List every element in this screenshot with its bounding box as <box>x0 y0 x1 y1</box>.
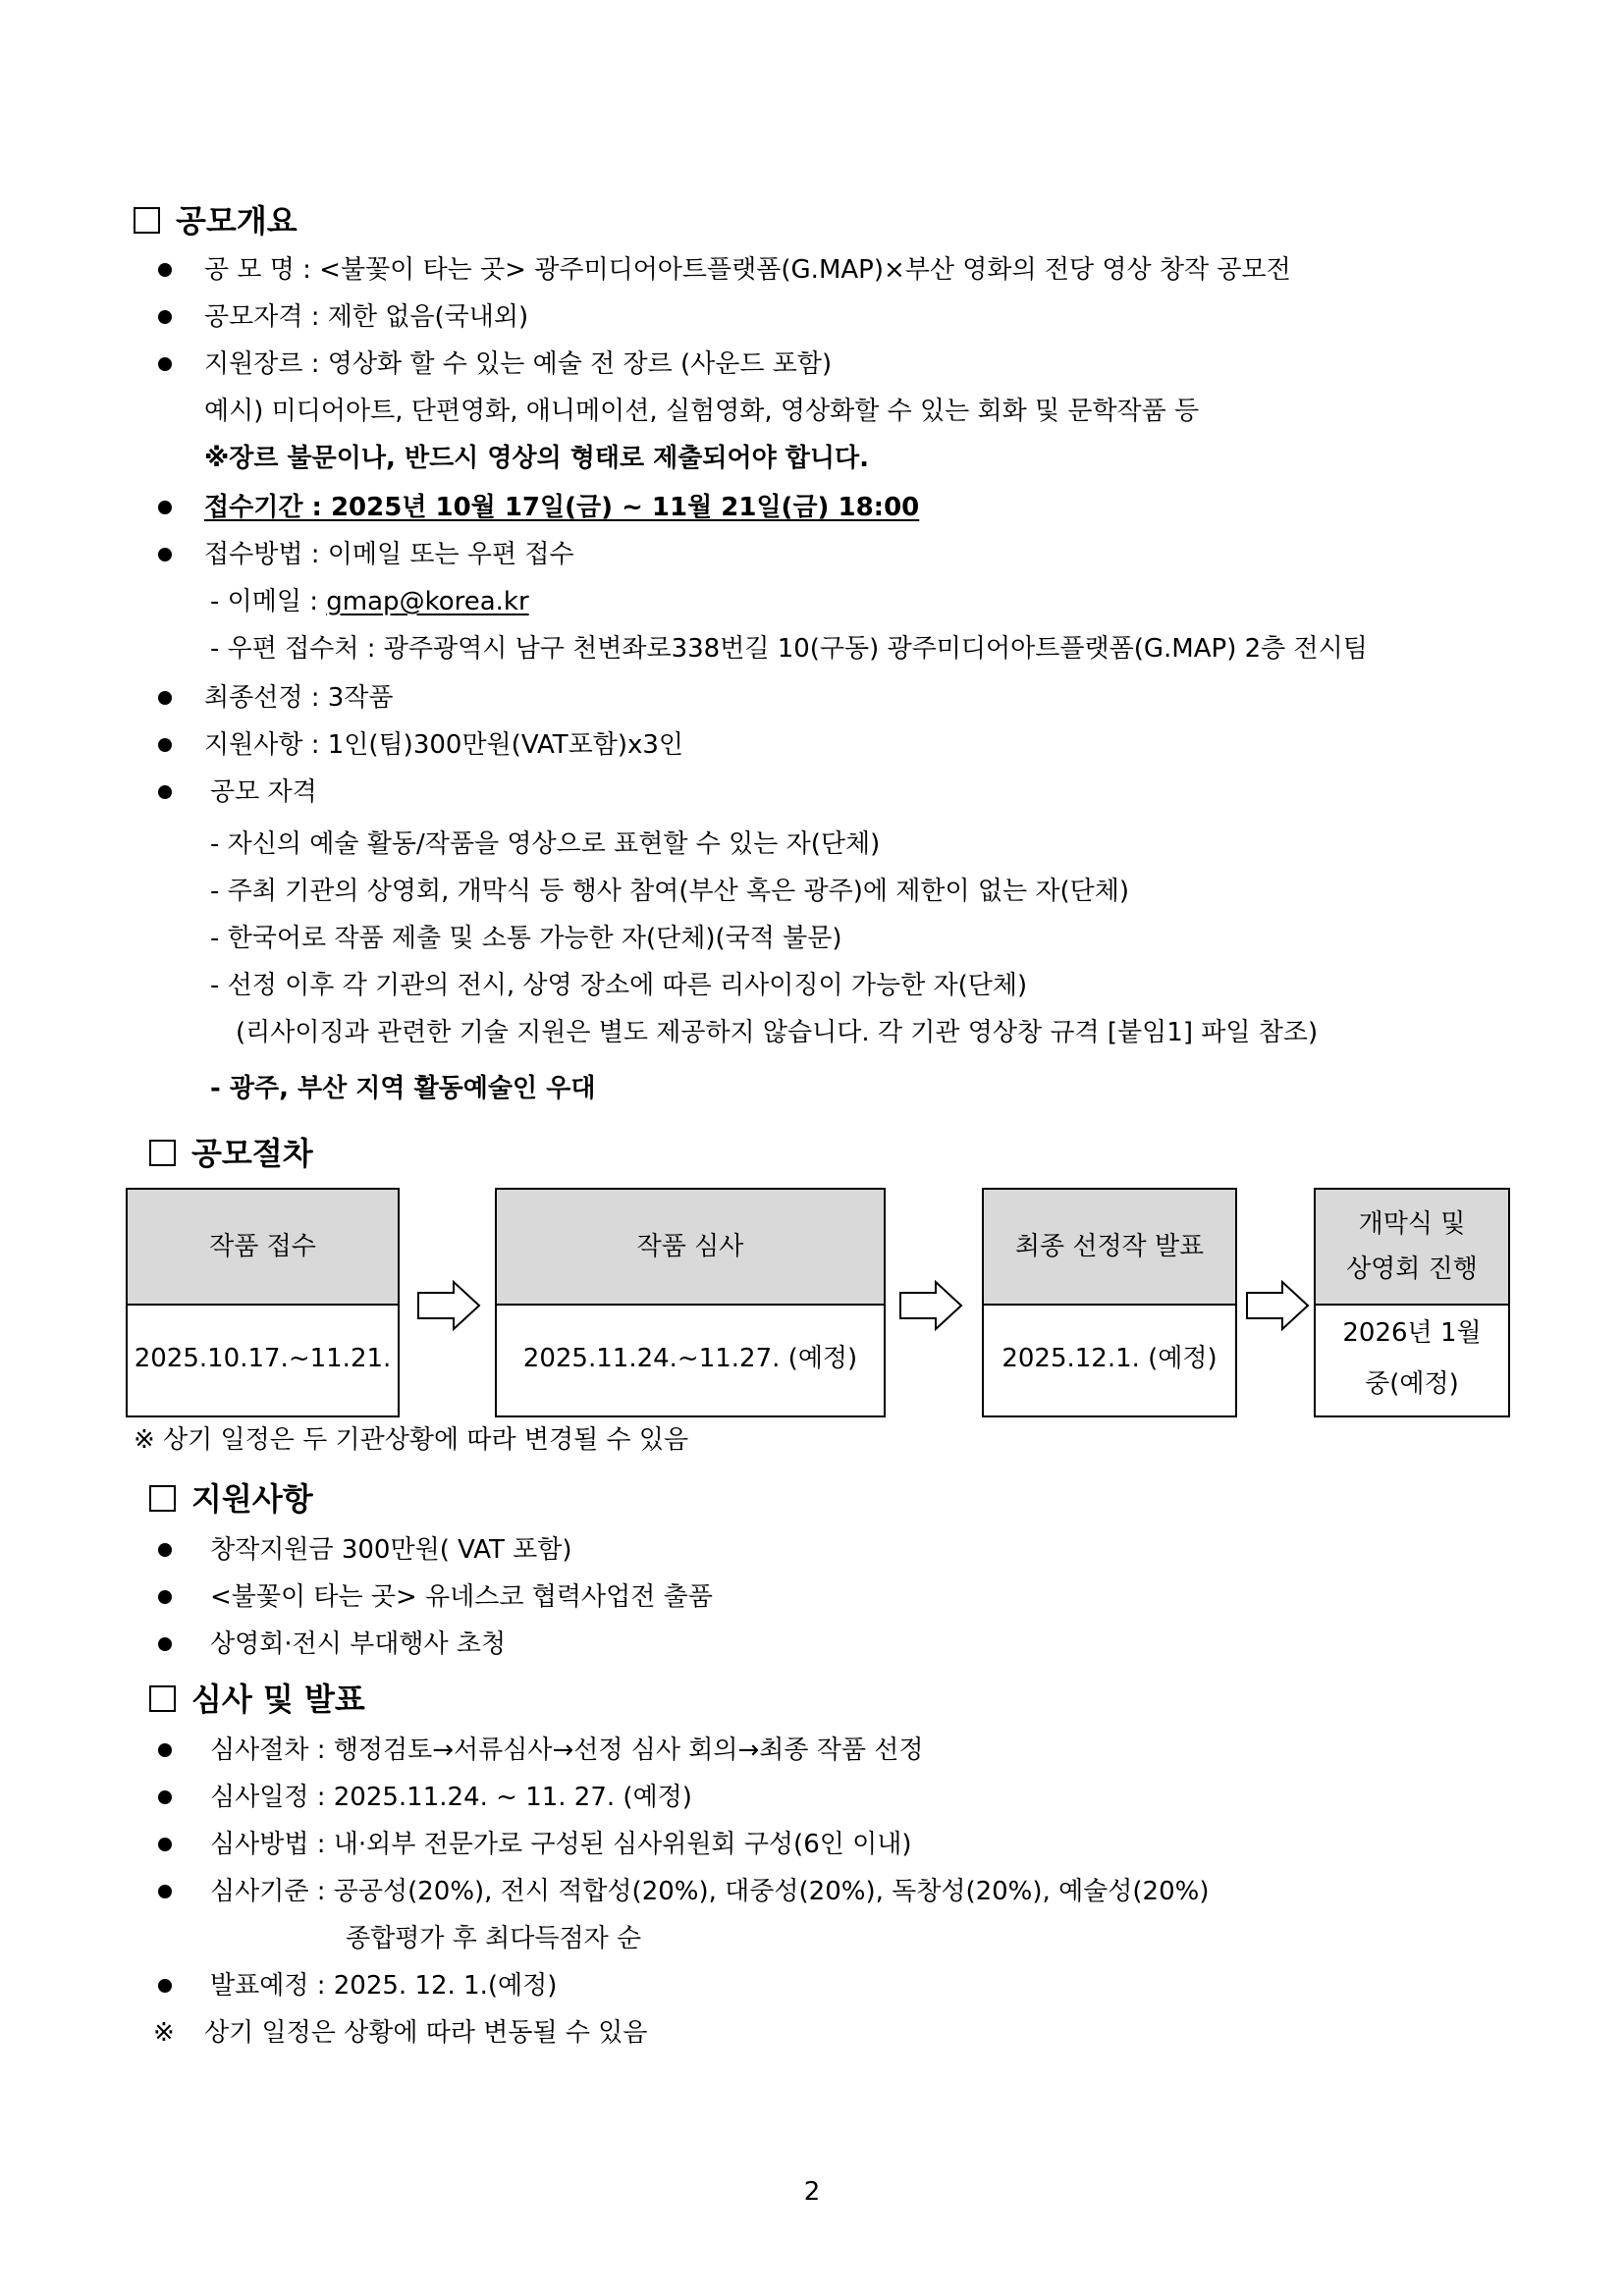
bullet-icon <box>158 310 172 324</box>
step-title-line-1: 개막식 및 <box>1358 1209 1466 1239</box>
procedure-step-submission <box>126 1188 400 1417</box>
bullet-icon <box>158 691 172 705</box>
qualification-line-4-note: (리사이징과 관련한 기술 지원은 별도 제공하지 않습니다. 각 기관 영상창 규격 [붙임1] 파일 참조) <box>236 1018 1319 1047</box>
review-criteria-continuation: 종합평가 후 최다득점자 순 <box>346 1924 642 1953</box>
email-label: - 이메일 : <box>210 587 327 616</box>
support-item: 상영회·전시 부대행사 초청 <box>210 1629 507 1659</box>
bullet-icon <box>158 1885 172 1898</box>
page-number: 2 <box>803 2177 821 2207</box>
procedure-step-review <box>495 1188 886 1417</box>
review-procedure-item: 심사절차 : 행정검토→서류심사→선정 심사 회의→최종 작품 선정 <box>210 1735 924 1765</box>
section-heading-overview: 공모개요 <box>134 196 298 241</box>
bullet-icon <box>158 263 172 277</box>
support-item: 창작지원금 300만원( VAT 포함) <box>210 1535 572 1565</box>
qualification-line-1: - 자신의 예술 활동/작품을 영상으로 표현할 수 있는 자(단체) <box>210 829 881 859</box>
arrow-right-icon <box>1245 1280 1310 1331</box>
section-heading-review: 심사 및 발표 <box>149 1675 365 1720</box>
bullet-icon <box>158 1979 172 1993</box>
support-item: <불꽃이 타는 곳> 유네스코 협력사업전 출품 <box>210 1582 713 1612</box>
checkbox-square-icon <box>149 1485 176 1512</box>
procedure-note: ※ 상기 일정은 두 기관상황에 따라 변경될 수 있음 <box>134 1425 689 1455</box>
review-schedule-item: 심사일정 : 2025.11.24. ~ 11. 27. (예정) <box>210 1783 692 1812</box>
section-heading-procedure: 공모절차 <box>149 1129 313 1174</box>
step-title: 작품 심사 <box>497 1190 884 1306</box>
qualification-line-4: - 선정 이후 각 기관의 전시, 상영 장소에 따른 리사이징이 가능한 자(단체) <box>210 971 1028 1000</box>
overview-post-line: - 우편 접수처 : 광주광역시 남구 천변좌로338번길 10(구동) 광주미디어아트플랫폼(G.MAP) 2층 전시팀 <box>210 634 1368 664</box>
review-note-mark: ※ <box>153 2018 175 2048</box>
overview-period-item: 접수기간 : 2025년 10월 17일(금) ~ 11월 21일(금) 18:00 <box>204 493 920 522</box>
step-date-line-1: 2026년 1월 <box>1342 1318 1482 1348</box>
step-title: 작품 접수 <box>128 1190 398 1306</box>
overview-email-line <box>210 585 529 618</box>
bullet-icon <box>158 548 172 561</box>
overview-genre-example: 예시) 미디어아트, 단편영화, 애니메이션, 실험영화, 영상화할 수 있는 회화 및 문학작품 등 <box>204 397 1200 426</box>
step-date: 2025.10.17.~11.21. <box>134 1344 392 1373</box>
checkbox-square-icon <box>149 1140 176 1166</box>
email-link[interactable]: gmap@korea.kr <box>326 587 529 616</box>
overview-final-selection-item: 최종선정 : 3작품 <box>204 683 394 713</box>
overview-genre-item: 지원장르 : 영상화 할 수 있는 예술 전 장르 (사운드 포함) <box>204 349 833 379</box>
bullet-icon <box>158 1743 172 1757</box>
overview-method-item: 접수방법 : 이메일 또는 우편 접수 <box>204 540 574 569</box>
procedure-step-announcement <box>982 1188 1237 1417</box>
qualification-line-2: - 주최 기관의 상영회, 개막식 등 행사 참여(부산 혹은 광주)에 제한이 없는 자(단체) <box>210 877 1129 906</box>
bullet-icon <box>158 357 172 371</box>
bullet-icon <box>158 1790 172 1804</box>
step-date: 2025.12.1. (예정) <box>1001 1344 1218 1373</box>
section-heading-support: 지원사항 <box>149 1474 313 1520</box>
bullet-icon <box>158 1590 172 1604</box>
qualification-line-5: - 광주, 부산 지역 활동예술인 우대 <box>210 1074 596 1103</box>
bullet-icon <box>158 1838 172 1851</box>
arrow-right-icon <box>416 1280 481 1331</box>
step-title: 최종 선정작 발표 <box>984 1190 1235 1306</box>
overview-support-item: 지원사항 : 1인(팀)300만원(VAT포함)x3인 <box>204 730 684 760</box>
bullet-icon <box>158 501 172 514</box>
step-date <box>1316 1302 1508 1415</box>
bullet-icon <box>158 738 172 752</box>
bullet-icon <box>158 785 172 799</box>
procedure-step-opening <box>1314 1188 1510 1417</box>
step-title <box>1316 1190 1508 1306</box>
review-note: 상기 일정은 상황에 따라 변동될 수 있음 <box>204 2018 648 2048</box>
overview-title-item: 공 모 명 : <불꽃이 타는 곳> 광주미디어아트플랫폼(G.MAP)×부산 영화의 전당 영상 창작 공모전 <box>204 255 1291 285</box>
review-criteria-item: 심사기준 : 공공성(20%), 전시 적합성(20%), 대중성(20%), 독창성(20%), 예술성(20%) <box>210 1877 1210 1906</box>
overview-qualification-item: 공모 자격 <box>210 777 317 807</box>
step-date: 2025.11.24.~11.27. (예정) <box>522 1344 858 1373</box>
bullet-icon <box>158 1543 172 1557</box>
checkbox-square-icon <box>134 207 160 234</box>
checkbox-square-icon <box>149 1685 176 1712</box>
step-title-line-2: 상영회 진행 <box>1346 1255 1478 1284</box>
step-date-line-2: 중(예정) <box>1365 1369 1459 1399</box>
review-announcement-item: 발표예정 : 2025. 12. 1.(예정) <box>210 1971 558 2001</box>
arrow-right-icon <box>898 1280 963 1331</box>
bullet-icon <box>158 1637 172 1651</box>
overview-genre-note: ※장르 불문이나, 반드시 영상의 형태로 제출되어야 합니다. <box>204 444 870 473</box>
review-method-item: 심사방법 : 내·외부 전문가로 구성된 심사위원회 구성(6인 이내) <box>210 1830 912 1859</box>
qualification-line-3: - 한국어로 작품 제출 및 소통 가능한 자(단체)(국적 불문) <box>210 924 842 953</box>
overview-eligibility-item: 공모자격 : 제한 없음(국내외) <box>204 302 529 332</box>
